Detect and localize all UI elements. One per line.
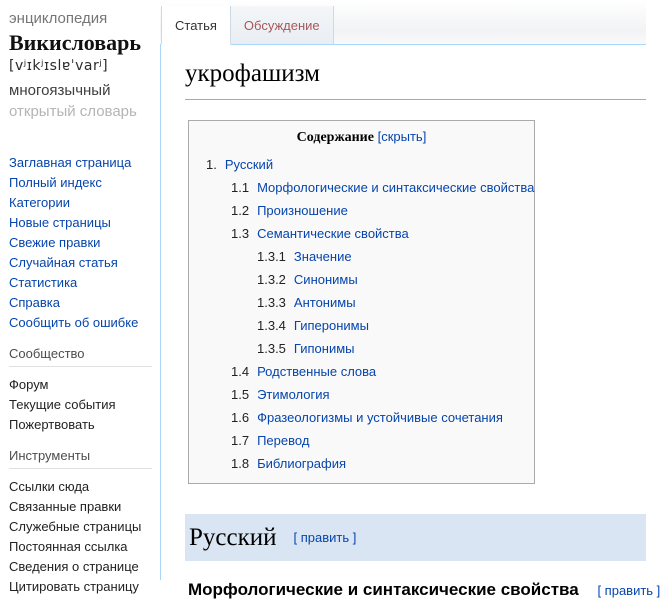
sidebar-item-permanent-link[interactable]: Постоянная ссылка	[9, 539, 128, 554]
logo-tagline-1: многоязычный	[9, 82, 111, 99]
sidebar-item-related-changes[interactable]: Связанные правки	[9, 499, 122, 514]
table-of-contents	[188, 120, 535, 484]
sidebar-community-list	[9, 375, 160, 435]
logo-tagline-top: энциклопедия	[9, 10, 108, 27]
sidebar-item-what-links-here[interactable]: Ссылки сюда	[9, 479, 90, 494]
sidebar-item-full-index[interactable]: Полный индекс	[9, 175, 102, 190]
toc-title-row	[197, 128, 526, 147]
sidebar-item-random-page[interactable]: Случайная статья	[9, 255, 118, 270]
toc-item-bibliography[interactable]: 1.8 Библиография	[231, 456, 347, 471]
toc-item-meaning[interactable]: 1.3.1 Значение	[257, 249, 352, 264]
toc-heading: Содержание	[296, 130, 374, 145]
toc-item-phraseology[interactable]: 1.6 Фразеологизмы и устойчивые сочетания	[231, 410, 503, 425]
page-header	[160, 0, 646, 45]
toc-item-antonyms[interactable]: 1.3.3 Антонимы	[257, 295, 356, 310]
sidebar-item-forum[interactable]: Форум	[9, 377, 49, 392]
toc-item-translation[interactable]: 1.7 Перевод	[231, 433, 310, 448]
toc-item-hypernyms[interactable]: 1.3.4 Гиперонимы	[257, 318, 369, 333]
section-heading-morphology	[185, 579, 660, 602]
section-heading-russian	[185, 514, 646, 561]
sidebar-item-report-error[interactable]: Сообщить об ошибке	[9, 315, 139, 330]
page-title: укрофашизм	[185, 59, 646, 100]
edit-section-link-morphology[interactable]: [ править ]	[597, 583, 660, 598]
sidebar	[0, 0, 160, 594]
toc-item-pronunciation[interactable]: 1.2 Произношение	[231, 203, 348, 218]
logo-title: Викисловарь	[9, 30, 142, 55]
logo-ipa: [vʲɪkʲɪslɐˈvarʲ]	[9, 58, 109, 74]
sidebar-item-cite-page[interactable]: Цитировать страницу	[9, 579, 139, 594]
sidebar-item-main-page[interactable]: Заглавная страница	[9, 155, 132, 170]
sidebar-item-help[interactable]: Справка	[9, 295, 60, 310]
toc-list	[197, 153, 535, 475]
namespace-tabs	[161, 6, 334, 45]
toc-item-russian[interactable]: 1. Русский	[206, 157, 274, 172]
logo-tagline-2: открытый словарь	[9, 103, 137, 120]
edit-section-link-russian[interactable]: [ править ]	[293, 530, 357, 545]
sidebar-item-current-events[interactable]: Текущие события	[9, 397, 116, 412]
sidebar-tools-list	[9, 477, 160, 597]
sidebar-item-special-pages[interactable]: Служебные страницы	[9, 519, 142, 534]
tab-article-label: Статья	[175, 17, 217, 33]
sidebar-item-new-pages[interactable]: Новые страницы	[9, 215, 111, 230]
sidebar-nav	[9, 153, 160, 333]
sidebar-item-page-info[interactable]: Сведения о странице	[9, 559, 139, 574]
sidebar-heading-tools: Инструменты	[9, 448, 152, 469]
sidebar-item-categories[interactable]: Категории	[9, 195, 70, 210]
section-morphology-title: Морфологические и синтаксические свойства	[188, 580, 579, 599]
section-russian-title: Русский	[189, 523, 277, 551]
tab-discussion-label: Обсуждение	[243, 17, 320, 33]
content-area	[160, 45, 660, 599]
toc-item-etymology[interactable]: 1.5 Этимология	[231, 387, 330, 402]
toc-item-semantics[interactable]: 1.3 Семантические свойства	[231, 226, 409, 241]
sidebar-item-statistics[interactable]: Статистика	[9, 275, 78, 290]
sidebar-item-donate[interactable]: Пожертвовать	[9, 417, 95, 432]
toc-item-morphology[interactable]: 1.1 Морфологические и синтаксические свойства	[231, 180, 535, 195]
tab-article[interactable]	[161, 6, 231, 45]
tab-discussion[interactable]	[231, 6, 334, 45]
toc-item-related-words[interactable]: 1.4 Родственные слова	[231, 364, 377, 379]
toc-item-hyponyms[interactable]: 1.3.5 Гипонимы	[257, 341, 355, 356]
wiktionary-logo[interactable]	[9, 10, 160, 122]
sidebar-heading-community: Сообщество	[9, 346, 152, 367]
toc-item-synonyms[interactable]: 1.3.2 Синонимы	[257, 272, 358, 287]
toc-hide-link[interactable]: [скрыть]	[377, 129, 427, 144]
sidebar-item-recent-changes[interactable]: Свежие правки	[9, 235, 101, 250]
